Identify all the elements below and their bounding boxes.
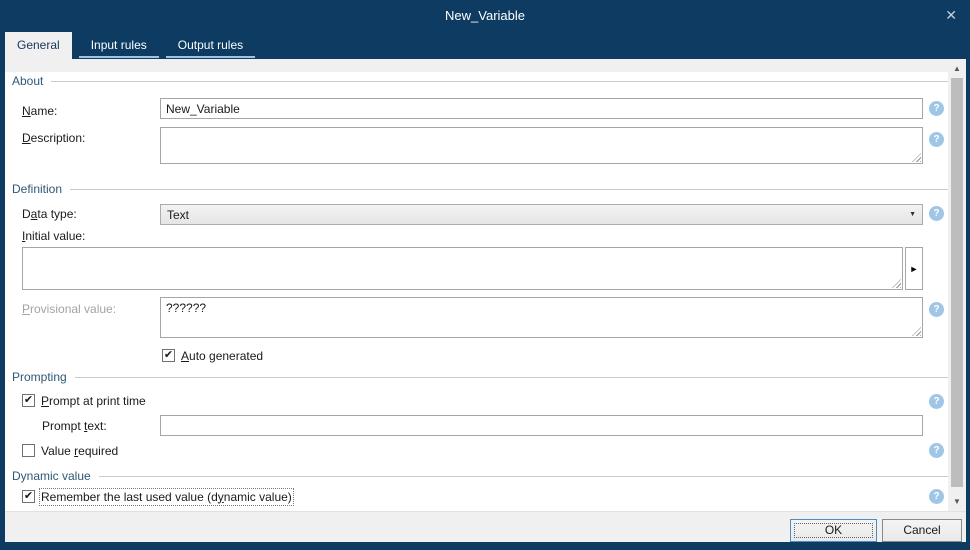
tab-output-rules[interactable]	[166, 32, 255, 59]
prompt-text-input[interactable]	[160, 415, 923, 436]
initial-value-textarea-input[interactable]	[23, 248, 902, 289]
section-prompting	[12, 369, 950, 384]
scrollbar-up-icon[interactable]: ▲	[953, 64, 961, 73]
provisional-value-label: Provisional value:	[22, 302, 117, 316]
content-top-strip	[5, 59, 966, 72]
data-type-label: Data type:	[22, 207, 77, 221]
section-divider	[51, 81, 950, 82]
scrollbar-thumb[interactable]	[951, 78, 963, 487]
general-tab-page	[5, 59, 966, 542]
section-divider	[99, 476, 950, 477]
tab-underline	[79, 56, 159, 58]
remember-last-value-label: Remember the last used value (dynamic value)	[41, 489, 292, 504]
data-type-dropdown[interactable]	[160, 204, 923, 225]
section-divider	[75, 377, 950, 378]
tab-underline	[166, 56, 255, 58]
vertical-scrollbar[interactable]	[948, 59, 966, 511]
section-divider	[70, 189, 950, 190]
dialog-footer	[5, 511, 966, 542]
prompt-at-print-time-checkbox-row	[22, 393, 146, 408]
section-definition-title: Definition	[12, 181, 63, 196]
provisional-value-help-icon[interactable]: ?	[929, 302, 944, 317]
cancel-button[interactable]	[882, 519, 962, 542]
remember-last-value-checkbox[interactable]	[22, 490, 35, 503]
tab-output-rules-label: Output rules	[177, 38, 244, 52]
cancel-button-label: Cancel	[903, 523, 941, 537]
section-about	[12, 73, 950, 88]
section-dynamic-value	[12, 468, 950, 483]
auto-generated-checkbox-row	[162, 348, 263, 363]
data-type-selected-value: Text	[167, 207, 190, 222]
dialog-title: New_Variable	[445, 7, 525, 23]
ok-button-label: OK	[824, 523, 843, 537]
value-required-label: Value required	[41, 443, 119, 458]
tab-input-rules[interactable]	[79, 32, 159, 59]
initial-value-label: Initial value:	[22, 229, 86, 243]
section-definition	[12, 181, 950, 196]
remember-last-value-checkbox-row	[22, 489, 292, 504]
title-bar	[0, 0, 970, 30]
check-icon: ✔	[163, 349, 174, 361]
prompt-at-print-time-help-icon[interactable]: ?	[929, 394, 944, 409]
name-help-icon[interactable]: ?	[929, 101, 944, 116]
description-textarea-input[interactable]	[161, 128, 922, 163]
chevron-down-icon: ▼	[909, 211, 916, 218]
value-required-help-icon[interactable]: ?	[929, 443, 944, 458]
initial-value-textarea[interactable]	[22, 247, 903, 290]
check-icon: ✔	[23, 394, 34, 406]
auto-generated-label: Auto generated	[181, 348, 264, 363]
description-textarea[interactable]	[160, 127, 923, 164]
remember-last-value-help-icon[interactable]: ?	[929, 489, 944, 504]
provisional-value-textarea[interactable]	[160, 297, 923, 338]
arrow-right-icon: ►	[909, 263, 919, 274]
section-about-title: About	[12, 73, 44, 88]
check-icon: ✔	[23, 490, 34, 502]
section-dynamic-value-title: Dynamic value	[12, 468, 91, 483]
description-label: Description:	[22, 131, 86, 145]
provisional-value-textarea-input[interactable]	[161, 298, 922, 337]
auto-generated-checkbox[interactable]	[162, 349, 175, 362]
ok-button[interactable]	[790, 519, 877, 542]
tab-bar	[5, 30, 965, 59]
name-label: Name:	[22, 104, 58, 118]
section-prompting-title: Prompting	[12, 369, 67, 384]
tab-general[interactable]	[5, 32, 72, 59]
value-required-checkbox[interactable]	[22, 444, 35, 457]
description-help-icon[interactable]: ?	[929, 132, 944, 147]
prompt-at-print-time-checkbox[interactable]	[22, 394, 35, 407]
value-required-checkbox-row	[22, 443, 118, 458]
tab-general-label: General	[17, 38, 60, 52]
tab-input-rules-label: Input rules	[90, 38, 147, 52]
data-type-help-icon[interactable]: ?	[929, 206, 944, 221]
prompt-at-print-time-label: Prompt at print time	[41, 393, 146, 408]
scrollbar-down-icon[interactable]: ▼	[953, 497, 961, 506]
initial-value-options-button[interactable]	[905, 247, 923, 290]
name-input[interactable]	[160, 98, 923, 119]
prompt-text-label: Prompt text:	[42, 419, 107, 433]
close-icon[interactable]: ✕	[945, 7, 957, 23]
